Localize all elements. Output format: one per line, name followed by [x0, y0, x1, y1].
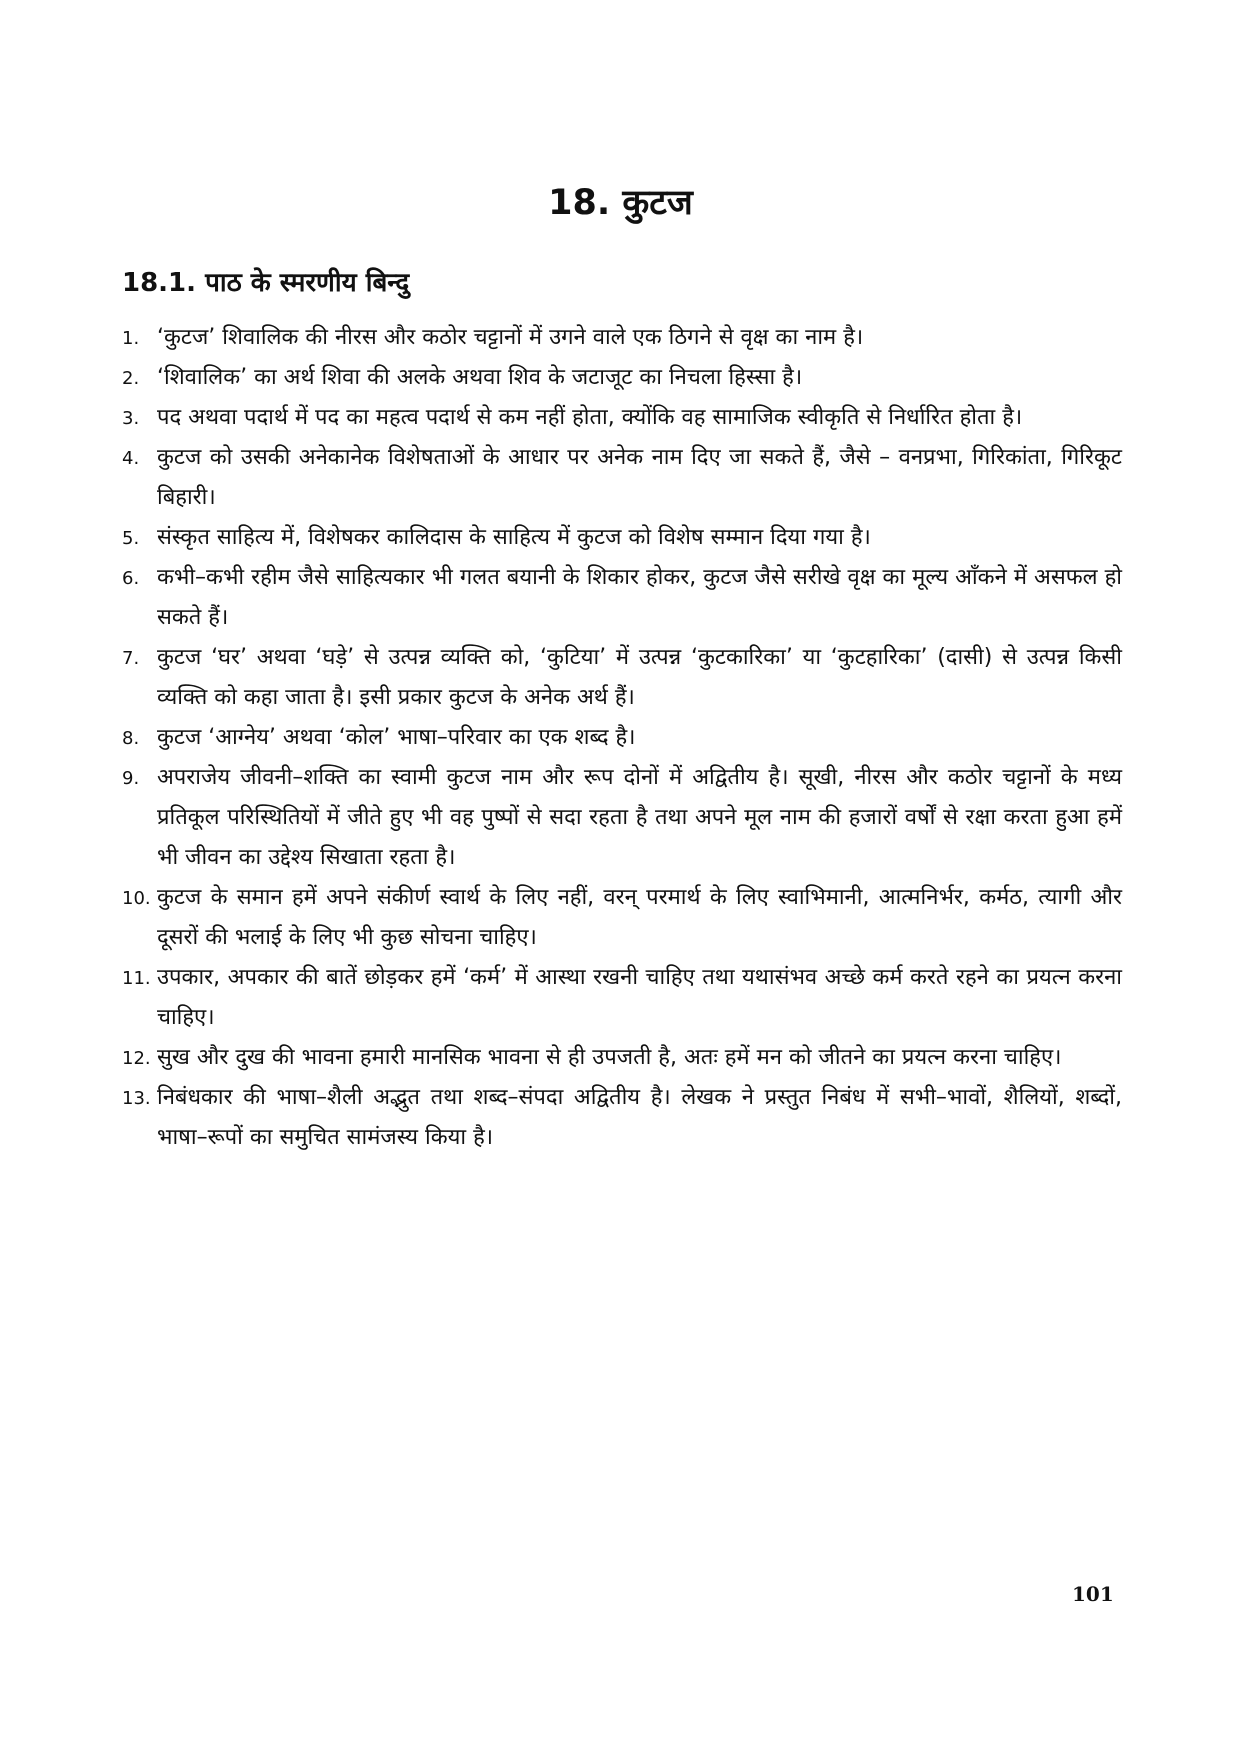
item-text: संस्कृत साहित्य में, विशेषकर कालिदास के साहित्य में कुटज को विशेष सम्मान दिया गया है।: [157, 525, 871, 550]
item-number: 2.: [122, 368, 140, 389]
item-text: ‘कुटज’ शिवालिक की नीरस और कठोर चट्टानों में उगने वाले एक ठिगने से वृक्ष का नाम है।: [157, 325, 864, 350]
item-text: पद अथवा पदार्थ में पद का महत्व पदार्थ से कम नहीं होता, क्योंकि वह सामाजिक स्वीकृति से निर्धारित होता है।: [157, 405, 1023, 430]
item-number: 5.: [122, 528, 140, 549]
list-item: [122, 718, 1122, 758]
list-item: [122, 358, 1122, 398]
list-item: [122, 518, 1122, 558]
item-text: अपराजेय जीवनी–शक्ति का स्वामी कुटज नाम और रूप दोनों में अद्वितीय है। सूखी, नीरस और कठोर चट्टानों के मध्य प्रतिकूल परिस्थितियों में जीते हुए भी वह पुष्पों से सदा रहता है तथा अपने मूल नाम की हजारों वर्षों से रक्षा करता हुआ हमें भी जीवन का उद्देश्य सिखाता रहता है।: [157, 765, 1122, 870]
item-number: 4.: [122, 448, 140, 469]
list-item: [122, 1038, 1122, 1078]
list-item: [122, 1078, 1122, 1158]
section-heading: 18.1. पाठ के स्मरणीय बिन्दु: [122, 268, 410, 298]
item-text: कुटज को उसकी अनेकानेक विशेषताओं के आधार पर अनेक नाम दिए जा सकते हैं, जैसे – वनप्रभा, गिरिकांता, गिरिकूट बिहारी।: [157, 445, 1122, 510]
item-text: सुख और दुख की भावना हमारी मानसिक भावना से ही उपजती है, अतः हमें मन को जीतने का प्रयत्न करना चाहिए।: [157, 1045, 1062, 1070]
list-item: [122, 878, 1122, 958]
item-text: कभी–कभी रहीम जैसे साहित्यकार भी गलत बयानी के शिकार होकर, कुटज जैसे सरीखे वृक्ष का मूल्य आँकने में असफल हो सकते हैं।: [157, 565, 1122, 630]
item-number: 12.: [122, 1048, 151, 1069]
list-item: [122, 438, 1122, 518]
memorable-points-list: [122, 318, 1122, 1158]
item-text: उपकार, अपकार की बातें छोड़कर हमें ‘कर्म’ में आस्था रखनी चाहिए तथा यथासंभव अच्छे कर्म करते रहने का प्रयत्न करना चाहिए।: [157, 965, 1122, 1030]
list-item: [122, 398, 1122, 438]
list-item: [122, 558, 1122, 638]
item-number: 1.: [122, 328, 140, 349]
item-number: 6.: [122, 568, 140, 589]
item-text: कुटज ‘आग्नेय’ अथवा ‘कोल’ भाषा–परिवार का एक शब्द है।: [157, 725, 636, 750]
chapter-title: 18. कुटज: [548, 183, 693, 223]
item-number: 3.: [122, 408, 140, 429]
item-number: 9.: [122, 768, 140, 789]
list-item: [122, 758, 1122, 878]
list-item: [122, 318, 1122, 358]
list-item: [122, 958, 1122, 1038]
page-number: 101: [1072, 1582, 1114, 1606]
item-text: कुटज ‘घर’ अथवा ‘घड़े’ से उत्पन्न व्यक्ति को, ‘कुटिया’ में उत्पन्न ‘कुटकारिका’ या ‘कुटहारिका’ (दासी) से उत्पन्न किसी व्यक्ति को कहा जाता है। इसी प्रकार कुटज के अनेक अर्थ हैं।: [157, 645, 1122, 710]
item-number: 11.: [122, 968, 151, 989]
item-text: कुटज के समान हमें अपने संकीर्ण स्वार्थ के लिए नहीं, वरन् परमार्थ के लिए स्वाभिमानी, आत्मनिर्भर, कर्मठ, त्यागी और दूसरों की भलाई के लिए भी कुछ सोचना चाहिए।: [157, 885, 1122, 950]
item-number: 10.: [122, 888, 151, 909]
item-text: निबंधकार की भाषा–शैली अद्भुत तथा शब्द–संपदा अद्वितीय है। लेखक ने प्रस्तुत निबंध में सभी–भावों, शैलियों, शब्दों, भाषा–रूपों का समुचित सामंजस्य किया है।: [157, 1085, 1122, 1150]
item-number: 13.: [122, 1088, 151, 1109]
item-text: ‘शिवालिक’ का अर्थ शिवा की अलके अथवा शिव के जटाजूट का निचला हिस्सा है।: [157, 365, 803, 390]
item-number: 8.: [122, 728, 140, 749]
item-number: 7.: [122, 648, 140, 669]
list-item: [122, 638, 1122, 718]
